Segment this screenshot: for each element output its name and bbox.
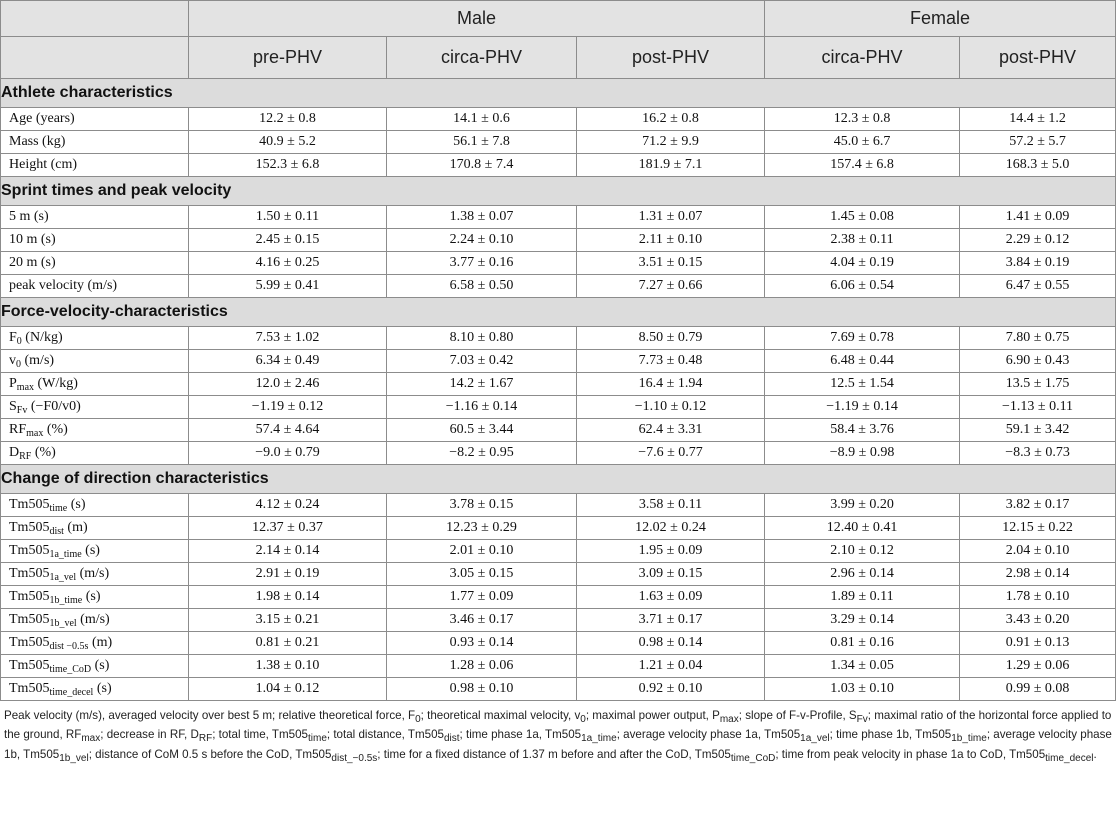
table-cell: 4.04 ± 0.19 — [765, 252, 960, 275]
footnote-text: Peak velocity (m/s), averaged velocity over best 5 m; relative theoretical force, F — [4, 709, 416, 722]
footnote-text: ; slope of F-v-Profile, S — [738, 709, 857, 722]
table-cell: 3.46 ± 0.17 — [387, 609, 577, 632]
row-label — [1, 540, 189, 563]
footnote-subscript: max — [719, 714, 739, 725]
footnote-subscript: time — [307, 733, 327, 745]
table-row — [1, 494, 1116, 517]
table-cell: 8.10 ± 0.80 — [387, 327, 577, 350]
table-cell: 56.1 ± 7.8 — [387, 131, 577, 154]
section-title: Athlete characteristics — [1, 79, 1116, 108]
table-row — [1, 632, 1116, 655]
table-cell: 1.98 ± 0.14 — [189, 586, 387, 609]
table-row — [1, 327, 1116, 350]
footnote-subscript: dist_−0.5s — [331, 752, 378, 764]
table-row — [1, 396, 1116, 419]
section-title: Force-velocity-characteristics — [1, 298, 1116, 327]
table-cell: 0.92 ± 0.10 — [577, 678, 765, 701]
table-cell: 2.45 ± 0.15 — [189, 229, 387, 252]
table-cell: −1.10 ± 0.12 — [577, 396, 765, 419]
row-label-text: v — [9, 353, 16, 368]
table-row — [1, 586, 1116, 609]
table-cell: 3.84 ± 0.19 — [960, 252, 1116, 275]
row-label — [1, 275, 189, 298]
row-label — [1, 517, 189, 540]
table-cell: 6.06 ± 0.54 — [765, 275, 960, 298]
table-cell: −8.3 ± 0.73 — [960, 442, 1116, 465]
table-cell: 2.96 ± 0.14 — [765, 563, 960, 586]
table-cell: 3.29 ± 0.14 — [765, 609, 960, 632]
table-cell: 2.38 ± 0.11 — [765, 229, 960, 252]
row-label — [1, 419, 189, 442]
footnote-text: ; total distance, Tm505 — [326, 728, 444, 742]
footnote-text: ; decrease in RF, D — [100, 728, 199, 742]
row-label-text: Tm505 — [9, 566, 50, 581]
empty-header-cell — [1, 37, 189, 79]
table-row — [1, 442, 1116, 465]
table-cell: 1.45 ± 0.08 — [765, 206, 960, 229]
table-cell: 7.53 ± 1.02 — [189, 327, 387, 350]
row-label-subscript: max — [26, 428, 44, 439]
table-cell: 5.99 ± 0.41 — [189, 275, 387, 298]
row-label-text: P — [9, 376, 17, 391]
table-cell: 2.24 ± 0.10 — [387, 229, 577, 252]
row-label-text: Mass (kg) — [9, 134, 66, 149]
table-cell: 157.4 ± 6.8 — [765, 154, 960, 177]
row-label-unit: (W/kg) — [34, 376, 78, 391]
row-label-subscript: dist — [49, 526, 64, 537]
table-cell: 1.03 ± 0.10 — [765, 678, 960, 701]
table-cell: 0.98 ± 0.10 — [387, 678, 577, 701]
row-label-text: Tm505 — [9, 612, 50, 627]
column-header: pre-PHV — [189, 37, 387, 79]
group-header-male: Male — [189, 1, 765, 37]
footnote-text: ; time from peak velocity in phase 1a to CoD, Tm505 — [775, 747, 1046, 761]
footnote-subscript: 0 — [580, 714, 586, 725]
row-label — [1, 154, 189, 177]
row-label — [1, 229, 189, 252]
column-header: post-PHV — [577, 37, 765, 79]
row-label-text: Tm505 — [9, 497, 50, 512]
table-cell: 3.99 ± 0.20 — [765, 494, 960, 517]
table-cell: −1.16 ± 0.14 — [387, 396, 577, 419]
row-label-unit: (m) — [88, 635, 113, 650]
table-cell: 3.58 ± 0.11 — [577, 494, 765, 517]
footnote-subscript: dist — [443, 733, 460, 745]
table-row — [1, 154, 1116, 177]
table-cell: 40.9 ± 5.2 — [189, 131, 387, 154]
row-label — [1, 131, 189, 154]
row-label — [1, 442, 189, 465]
row-label-subscript: 0 — [16, 359, 21, 370]
table-cell: 16.4 ± 1.94 — [577, 373, 765, 396]
table-cell: −7.6 ± 0.77 — [577, 442, 765, 465]
row-label-subscript: Fv — [16, 405, 28, 416]
section-row — [1, 177, 1116, 206]
table-cell: 14.1 ± 0.6 — [387, 108, 577, 131]
table-cell: 58.4 ± 3.76 — [765, 419, 960, 442]
row-label-text: 20 m (s) — [9, 255, 56, 270]
row-label-text: Tm505 — [9, 520, 50, 535]
table-cell: −9.0 ± 0.79 — [189, 442, 387, 465]
table-row — [1, 350, 1116, 373]
table-cell: 14.2 ± 1.67 — [387, 373, 577, 396]
row-label — [1, 327, 189, 350]
section-title: Change of direction characteristics — [1, 465, 1116, 494]
row-label — [1, 609, 189, 632]
row-label — [1, 206, 189, 229]
column-header: circa-PHV — [765, 37, 960, 79]
section-row — [1, 465, 1116, 494]
table-cell: 2.01 ± 0.10 — [387, 540, 577, 563]
table-footnote — [0, 701, 1112, 764]
table-cell: 0.81 ± 0.16 — [765, 632, 960, 655]
table-row — [1, 108, 1116, 131]
table-cell: 6.34 ± 0.49 — [189, 350, 387, 373]
table-cell: 12.37 ± 0.37 — [189, 517, 387, 540]
table-cell: 7.73 ± 0.48 — [577, 350, 765, 373]
table-cell: 16.2 ± 0.8 — [577, 108, 765, 131]
table-cell: 3.09 ± 0.15 — [577, 563, 765, 586]
table-cell: 0.81 ± 0.21 — [189, 632, 387, 655]
table-cell: 6.48 ± 0.44 — [765, 350, 960, 373]
table-cell: 3.71 ± 0.17 — [577, 609, 765, 632]
footnote-subscript: max — [81, 733, 101, 745]
footnote-text: ; maximal ratio of the horizontal force applied to the ground, RF — [4, 709, 1112, 742]
column-header: post-PHV — [960, 37, 1116, 79]
table-cell: 1.29 ± 0.06 — [960, 655, 1116, 678]
footnote-text: ; maximal power output, P — [585, 709, 720, 722]
footnote-subscript: 1a_vel — [800, 733, 830, 745]
footnote-text: ; distance of CoM 0.5 s before the CoD, Tm505 — [88, 747, 332, 761]
table-cell: 1.28 ± 0.06 — [387, 655, 577, 678]
row-label — [1, 655, 189, 678]
table-cell: 6.58 ± 0.50 — [387, 275, 577, 298]
table-cell: −1.13 ± 0.11 — [960, 396, 1116, 419]
row-label-unit: (%) — [43, 422, 68, 437]
row-label-subscript: 1b_vel — [49, 618, 77, 629]
table-cell: 59.1 ± 3.42 — [960, 419, 1116, 442]
row-label-unit: (s) — [91, 658, 110, 673]
table-cell: 57.4 ± 4.64 — [189, 419, 387, 442]
section-row — [1, 298, 1116, 327]
row-label-text: S — [9, 399, 17, 414]
footnote-text: . — [1093, 747, 1097, 761]
row-label — [1, 252, 189, 275]
footnote-text: ; average velocity phase 1a, Tm505 — [616, 728, 801, 742]
footnote-subscript: time_CoD — [730, 752, 776, 764]
footnote-subscript: 1b_time — [951, 733, 987, 745]
row-label-text: Tm505 — [9, 543, 50, 558]
table-cell: 3.43 ± 0.20 — [960, 609, 1116, 632]
table-row — [1, 678, 1116, 701]
row-label-subscript: 1a_time — [49, 549, 82, 560]
footnote-text: ; theoretical maximal velocity, v — [420, 709, 581, 722]
row-label-unit: (m) — [63, 520, 88, 535]
footnote-text: ; total time, Tm505 — [212, 728, 308, 742]
row-label — [1, 563, 189, 586]
row-label-unit: (N/kg) — [21, 330, 63, 345]
table-cell: 1.95 ± 0.09 — [577, 540, 765, 563]
table-cell: 12.0 ± 2.46 — [189, 373, 387, 396]
row-label-unit: (s) — [81, 543, 100, 558]
row-label-text: Tm505 — [9, 635, 50, 650]
table-cell: 4.12 ± 0.24 — [189, 494, 387, 517]
row-label-text: Height (cm) — [9, 157, 78, 172]
row-label — [1, 396, 189, 419]
table-cell: −8.2 ± 0.95 — [387, 442, 577, 465]
table-cell: 62.4 ± 3.31 — [577, 419, 765, 442]
table-row — [1, 275, 1116, 298]
table-cell: −1.19 ± 0.14 — [765, 396, 960, 419]
column-header-row — [1, 37, 1116, 79]
row-label — [1, 586, 189, 609]
section-row — [1, 79, 1116, 108]
table-row — [1, 252, 1116, 275]
table-cell: 71.2 ± 9.9 — [577, 131, 765, 154]
table-cell: 1.38 ± 0.07 — [387, 206, 577, 229]
table-cell: 2.04 ± 0.10 — [960, 540, 1116, 563]
row-label-text: 5 m (s) — [9, 209, 49, 224]
row-label — [1, 678, 189, 701]
row-label-subscript: 1a_vel — [49, 572, 77, 583]
table-row — [1, 609, 1116, 632]
table-cell: 1.31 ± 0.07 — [577, 206, 765, 229]
row-label-unit: (−F0/v0) — [27, 399, 81, 414]
table-cell: 7.80 ± 0.75 — [960, 327, 1116, 350]
footnote-subscript: 1a_time — [581, 733, 617, 745]
table-cell: 45.0 ± 6.7 — [765, 131, 960, 154]
table-cell: 0.91 ± 0.13 — [960, 632, 1116, 655]
table-cell: 3.51 ± 0.15 — [577, 252, 765, 275]
footnote-subscript: 1b_vel — [59, 752, 89, 764]
row-label-text: Tm505 — [9, 658, 50, 673]
table-cell: 12.15 ± 0.22 — [960, 517, 1116, 540]
row-label-unit: (s) — [82, 589, 101, 604]
table-cell: 1.41 ± 0.09 — [960, 206, 1116, 229]
table-cell: 2.98 ± 0.14 — [960, 563, 1116, 586]
table-cell: 1.04 ± 0.12 — [189, 678, 387, 701]
table-cell: 1.63 ± 0.09 — [577, 586, 765, 609]
table-cell: 152.3 ± 6.8 — [189, 154, 387, 177]
row-label-text: Age (years) — [9, 111, 75, 126]
table-cell: 1.38 ± 0.10 — [189, 655, 387, 678]
table-cell: 12.5 ± 1.54 — [765, 373, 960, 396]
section-title: Sprint times and peak velocity — [1, 177, 1116, 206]
row-label — [1, 494, 189, 517]
row-label-unit: (m/s) — [76, 566, 110, 581]
table-cell: 2.91 ± 0.19 — [189, 563, 387, 586]
row-label-subscript: max — [16, 382, 35, 393]
table-cell: 1.21 ± 0.04 — [577, 655, 765, 678]
table-cell: 1.89 ± 0.11 — [765, 586, 960, 609]
table-cell: 8.50 ± 0.79 — [577, 327, 765, 350]
table-cell: 168.3 ± 5.0 — [960, 154, 1116, 177]
table-cell: 60.5 ± 3.44 — [387, 419, 577, 442]
table-cell: 12.02 ± 0.24 — [577, 517, 765, 540]
table-row — [1, 229, 1116, 252]
row-label — [1, 108, 189, 131]
row-label-subscript: 0 — [16, 336, 22, 347]
table-row — [1, 563, 1116, 586]
empty-header-cell — [1, 1, 189, 37]
table-cell: −8.9 ± 0.98 — [765, 442, 960, 465]
row-label-text: peak velocity (m/s) — [9, 278, 118, 293]
table-row — [1, 131, 1116, 154]
table-cell: 3.05 ± 0.15 — [387, 563, 577, 586]
table-body — [1, 79, 1116, 701]
table-cell: 12.23 ± 0.29 — [387, 517, 577, 540]
footnote-text: ; average velocity phase 1b, Tm505 — [4, 728, 1112, 761]
table-cell: 0.98 ± 0.14 — [577, 632, 765, 655]
row-label-unit: (s) — [93, 681, 112, 696]
table-cell: 57.2 ± 5.7 — [960, 131, 1116, 154]
table-cell: 6.47 ± 0.55 — [960, 275, 1116, 298]
group-header-row — [1, 1, 1116, 37]
table-cell: −1.19 ± 0.12 — [189, 396, 387, 419]
row-label-text: F — [9, 330, 17, 345]
row-label-unit: (m/s) — [76, 612, 110, 627]
row-label-unit: (s) — [67, 497, 86, 512]
table-cell: 170.8 ± 7.4 — [387, 154, 577, 177]
table-cell: 12.40 ± 0.41 — [765, 517, 960, 540]
table-cell: 3.82 ± 0.17 — [960, 494, 1116, 517]
table-cell: 12.3 ± 0.8 — [765, 108, 960, 131]
table-cell: 6.90 ± 0.43 — [960, 350, 1116, 373]
table-cell: 1.78 ± 0.10 — [960, 586, 1116, 609]
row-label — [1, 350, 189, 373]
footnote-subscript: 0 — [415, 714, 421, 725]
table-cell: 3.15 ± 0.21 — [189, 609, 387, 632]
column-header: circa-PHV — [387, 37, 577, 79]
table-cell: 14.4 ± 1.2 — [960, 108, 1116, 131]
row-label-unit: (m/s) — [21, 353, 55, 368]
row-label — [1, 632, 189, 655]
footnote-text: ; time for a fixed distance of 1.37 m before and after the CoD, Tm505 — [377, 747, 731, 761]
row-label-subscript: time_CoD — [49, 664, 92, 675]
table-cell: 181.9 ± 7.1 — [577, 154, 765, 177]
table-row — [1, 419, 1116, 442]
table-row — [1, 373, 1116, 396]
row-label-subscript: RF — [19, 451, 32, 462]
table-cell: 13.5 ± 1.75 — [960, 373, 1116, 396]
table-row — [1, 655, 1116, 678]
footnote-subscript: time_decel — [1045, 752, 1094, 764]
table-cell: 1.34 ± 0.05 — [765, 655, 960, 678]
table-cell: 2.11 ± 0.10 — [577, 229, 765, 252]
table-row — [1, 206, 1116, 229]
row-label — [1, 373, 189, 396]
table-row — [1, 517, 1116, 540]
table-cell: 7.03 ± 0.42 — [387, 350, 577, 373]
table-cell: 0.99 ± 0.08 — [960, 678, 1116, 701]
table-cell: 7.27 ± 0.66 — [577, 275, 765, 298]
table-cell: 12.2 ± 0.8 — [189, 108, 387, 131]
footnote-subscript: Fv — [856, 714, 868, 725]
table-cell: 3.77 ± 0.16 — [387, 252, 577, 275]
table-row — [1, 540, 1116, 563]
table-cell: 2.10 ± 0.12 — [765, 540, 960, 563]
row-label-subscript: time_decel — [49, 687, 94, 698]
row-label-text: RF — [9, 422, 27, 437]
row-label-subscript: 1b_time — [49, 595, 83, 606]
row-label-subscript: dist −0.5s — [49, 641, 89, 652]
row-label-text: Tm505 — [9, 589, 50, 604]
table-cell: 4.16 ± 0.25 — [189, 252, 387, 275]
row-label-text: D — [9, 445, 20, 460]
row-label-text: Tm505 — [9, 681, 50, 696]
table-cell: 0.93 ± 0.14 — [387, 632, 577, 655]
table-cell: 2.14 ± 0.14 — [189, 540, 387, 563]
row-label-text: 10 m (s) — [9, 232, 56, 247]
table-cell: 1.77 ± 0.09 — [387, 586, 577, 609]
row-label-unit: (%) — [31, 445, 56, 460]
table-cell: 7.69 ± 0.78 — [765, 327, 960, 350]
table-cell: 2.29 ± 0.12 — [960, 229, 1116, 252]
footnote-text: ; time phase 1b, Tm505 — [829, 728, 952, 742]
row-label-subscript: time — [49, 503, 68, 514]
footnote-text: ; time phase 1a, Tm505 — [459, 728, 582, 742]
table-cell: 1.50 ± 0.11 — [189, 206, 387, 229]
group-header-female: Female — [765, 1, 1116, 37]
table-cell: 3.78 ± 0.15 — [387, 494, 577, 517]
footnote-subscript: RF — [198, 733, 213, 745]
